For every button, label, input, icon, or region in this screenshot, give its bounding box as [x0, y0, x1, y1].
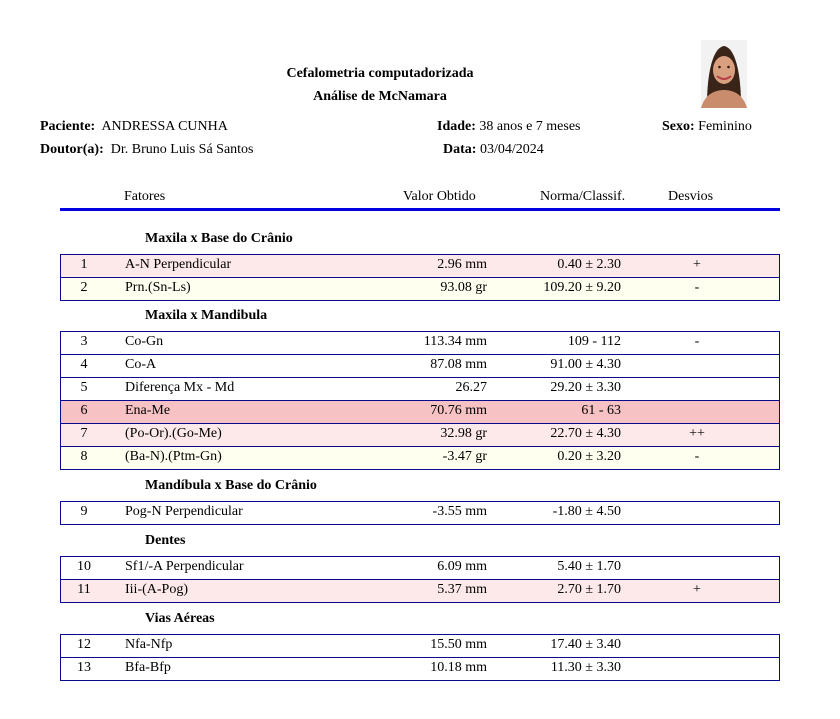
table-row [60, 657, 780, 681]
row-number: 1 [80, 257, 88, 272]
col-header-value: Valor Obtido [403, 189, 476, 204]
report-title: Cefalometria computadorizada [286, 66, 474, 81]
measured-value: 87.08 mm [430, 357, 487, 372]
measured-value: 15.50 mm [430, 637, 487, 652]
table-row [60, 446, 780, 470]
measured-value: 6.09 mm [437, 559, 487, 574]
patient-label: Paciente: [40, 119, 96, 134]
factor-name: (Po-Or).(Go-Me) [125, 426, 222, 441]
doctor-label: Doutor(a): [40, 142, 104, 157]
measured-value: 32.98 gr [440, 426, 487, 441]
col-header-norm: Norma/Classif. [540, 189, 626, 204]
measured-value: 26.27 [455, 380, 487, 395]
row-number: 9 [80, 504, 88, 519]
patient-name [40, 119, 228, 135]
patient-name-value: ANDRESSA CUNHA [101, 119, 228, 134]
deviation: + [693, 257, 701, 272]
doctor-name [40, 142, 254, 158]
factor-name: (Ba-N).(Ptm-Gn) [125, 449, 222, 464]
measured-value: 10.18 mm [430, 660, 487, 675]
section-title: Dentes [145, 533, 186, 548]
table-row [60, 400, 780, 424]
factor-name: Nfa-Nfp [125, 637, 173, 652]
norm-value: 2.70 ± 1.70 [557, 582, 621, 597]
norm-value: 61 - 63 [581, 403, 621, 418]
patient-photo [701, 40, 747, 108]
table-row [60, 331, 780, 355]
table-row [60, 501, 780, 525]
age-label: Idade: [437, 119, 476, 134]
measured-value: 70.76 mm [430, 403, 487, 418]
row-number: 3 [80, 334, 88, 349]
section-title: Maxila x Mandibula [145, 308, 268, 323]
factor-name: A-N Perpendicular [125, 257, 232, 272]
row-number: 7 [80, 426, 88, 441]
row-number: 13 [77, 660, 91, 675]
table-row [60, 423, 780, 447]
measured-value: 113.34 mm [423, 334, 487, 349]
row-number: 10 [77, 559, 91, 574]
patient-age [437, 119, 581, 135]
row-number: 4 [80, 357, 88, 372]
table-row [60, 579, 780, 603]
report-subtitle: Análise de McNamara [313, 89, 447, 104]
exam-date [443, 142, 544, 158]
measured-value: 5.37 mm [437, 582, 487, 597]
deviation: ++ [689, 426, 705, 441]
norm-value: 0.20 ± 3.20 [557, 449, 621, 464]
measured-value: 93.08 gr [440, 280, 487, 295]
row-number: 8 [80, 449, 88, 464]
factor-name: Sf1/-A Perpendicular [125, 559, 244, 574]
row-number: 12 [77, 637, 91, 652]
row-number: 5 [80, 380, 88, 395]
norm-value: 29.20 ± 3.30 [550, 380, 621, 395]
norm-value: 0.40 ± 2.30 [557, 257, 621, 272]
factor-name: Prn.(Sn-Ls) [125, 280, 191, 295]
table-row [60, 277, 780, 301]
table-row [60, 556, 780, 580]
date-value: 03/04/2024 [479, 142, 544, 157]
section-title: Vias Aéreas [145, 611, 215, 626]
factor-name: Iii-(A-Pog) [125, 582, 188, 597]
age-value: 38 anos e 7 meses [479, 119, 581, 134]
col-header-factors: Fatores [124, 189, 166, 204]
norm-value: -1.80 ± 4.50 [552, 504, 621, 519]
header-divider [60, 208, 780, 211]
norm-value: 11.30 ± 3.30 [550, 660, 621, 675]
factor-name: Ena-Me [125, 403, 171, 418]
factor-name: Bfa-Bfp [125, 660, 171, 675]
date-label: Data: [443, 142, 477, 157]
norm-value: 17.40 ± 3.40 [550, 637, 621, 652]
table-row [60, 377, 780, 401]
table-row [60, 354, 780, 378]
section-title: Maxila x Base do Crânio [145, 231, 293, 246]
row-number: 2 [80, 280, 88, 295]
factor-name: Pog-N Perpendicular [125, 504, 243, 519]
row-number: 6 [80, 403, 88, 418]
norm-value: 5.40 ± 1.70 [557, 559, 621, 574]
deviation: - [694, 334, 700, 349]
sex-label: Sexo: [662, 119, 695, 134]
patient-sex [662, 119, 752, 135]
doctor-name-value: Dr. Bruno Luis Sá Santos [110, 142, 254, 157]
row-number: 11 [77, 582, 91, 597]
table-row [60, 634, 780, 658]
factor-name: Co-A [125, 357, 157, 372]
deviation: - [694, 280, 700, 295]
norm-value: 109 - 112 [567, 334, 621, 349]
sex-value: Feminino [698, 119, 752, 134]
measured-value: -3.55 mm [432, 504, 487, 519]
patient-portrait-icon [701, 40, 747, 108]
norm-value: 22.70 ± 4.30 [550, 426, 621, 441]
deviation: + [693, 582, 701, 597]
measured-value: 2.96 mm [437, 257, 487, 272]
table-row [60, 254, 780, 278]
norm-value: 109.20 ± 9.20 [543, 280, 621, 295]
deviation: - [694, 449, 700, 464]
factor-name: Diferença Mx - Md [125, 380, 235, 395]
measured-value: -3.47 gr [442, 449, 487, 464]
norm-value: 91.00 ± 4.30 [550, 357, 621, 372]
section-title: Mandíbula x Base do Crânio [145, 478, 317, 493]
factor-name: Co-Gn [125, 334, 164, 349]
col-header-deviation: Desvios [668, 189, 714, 204]
